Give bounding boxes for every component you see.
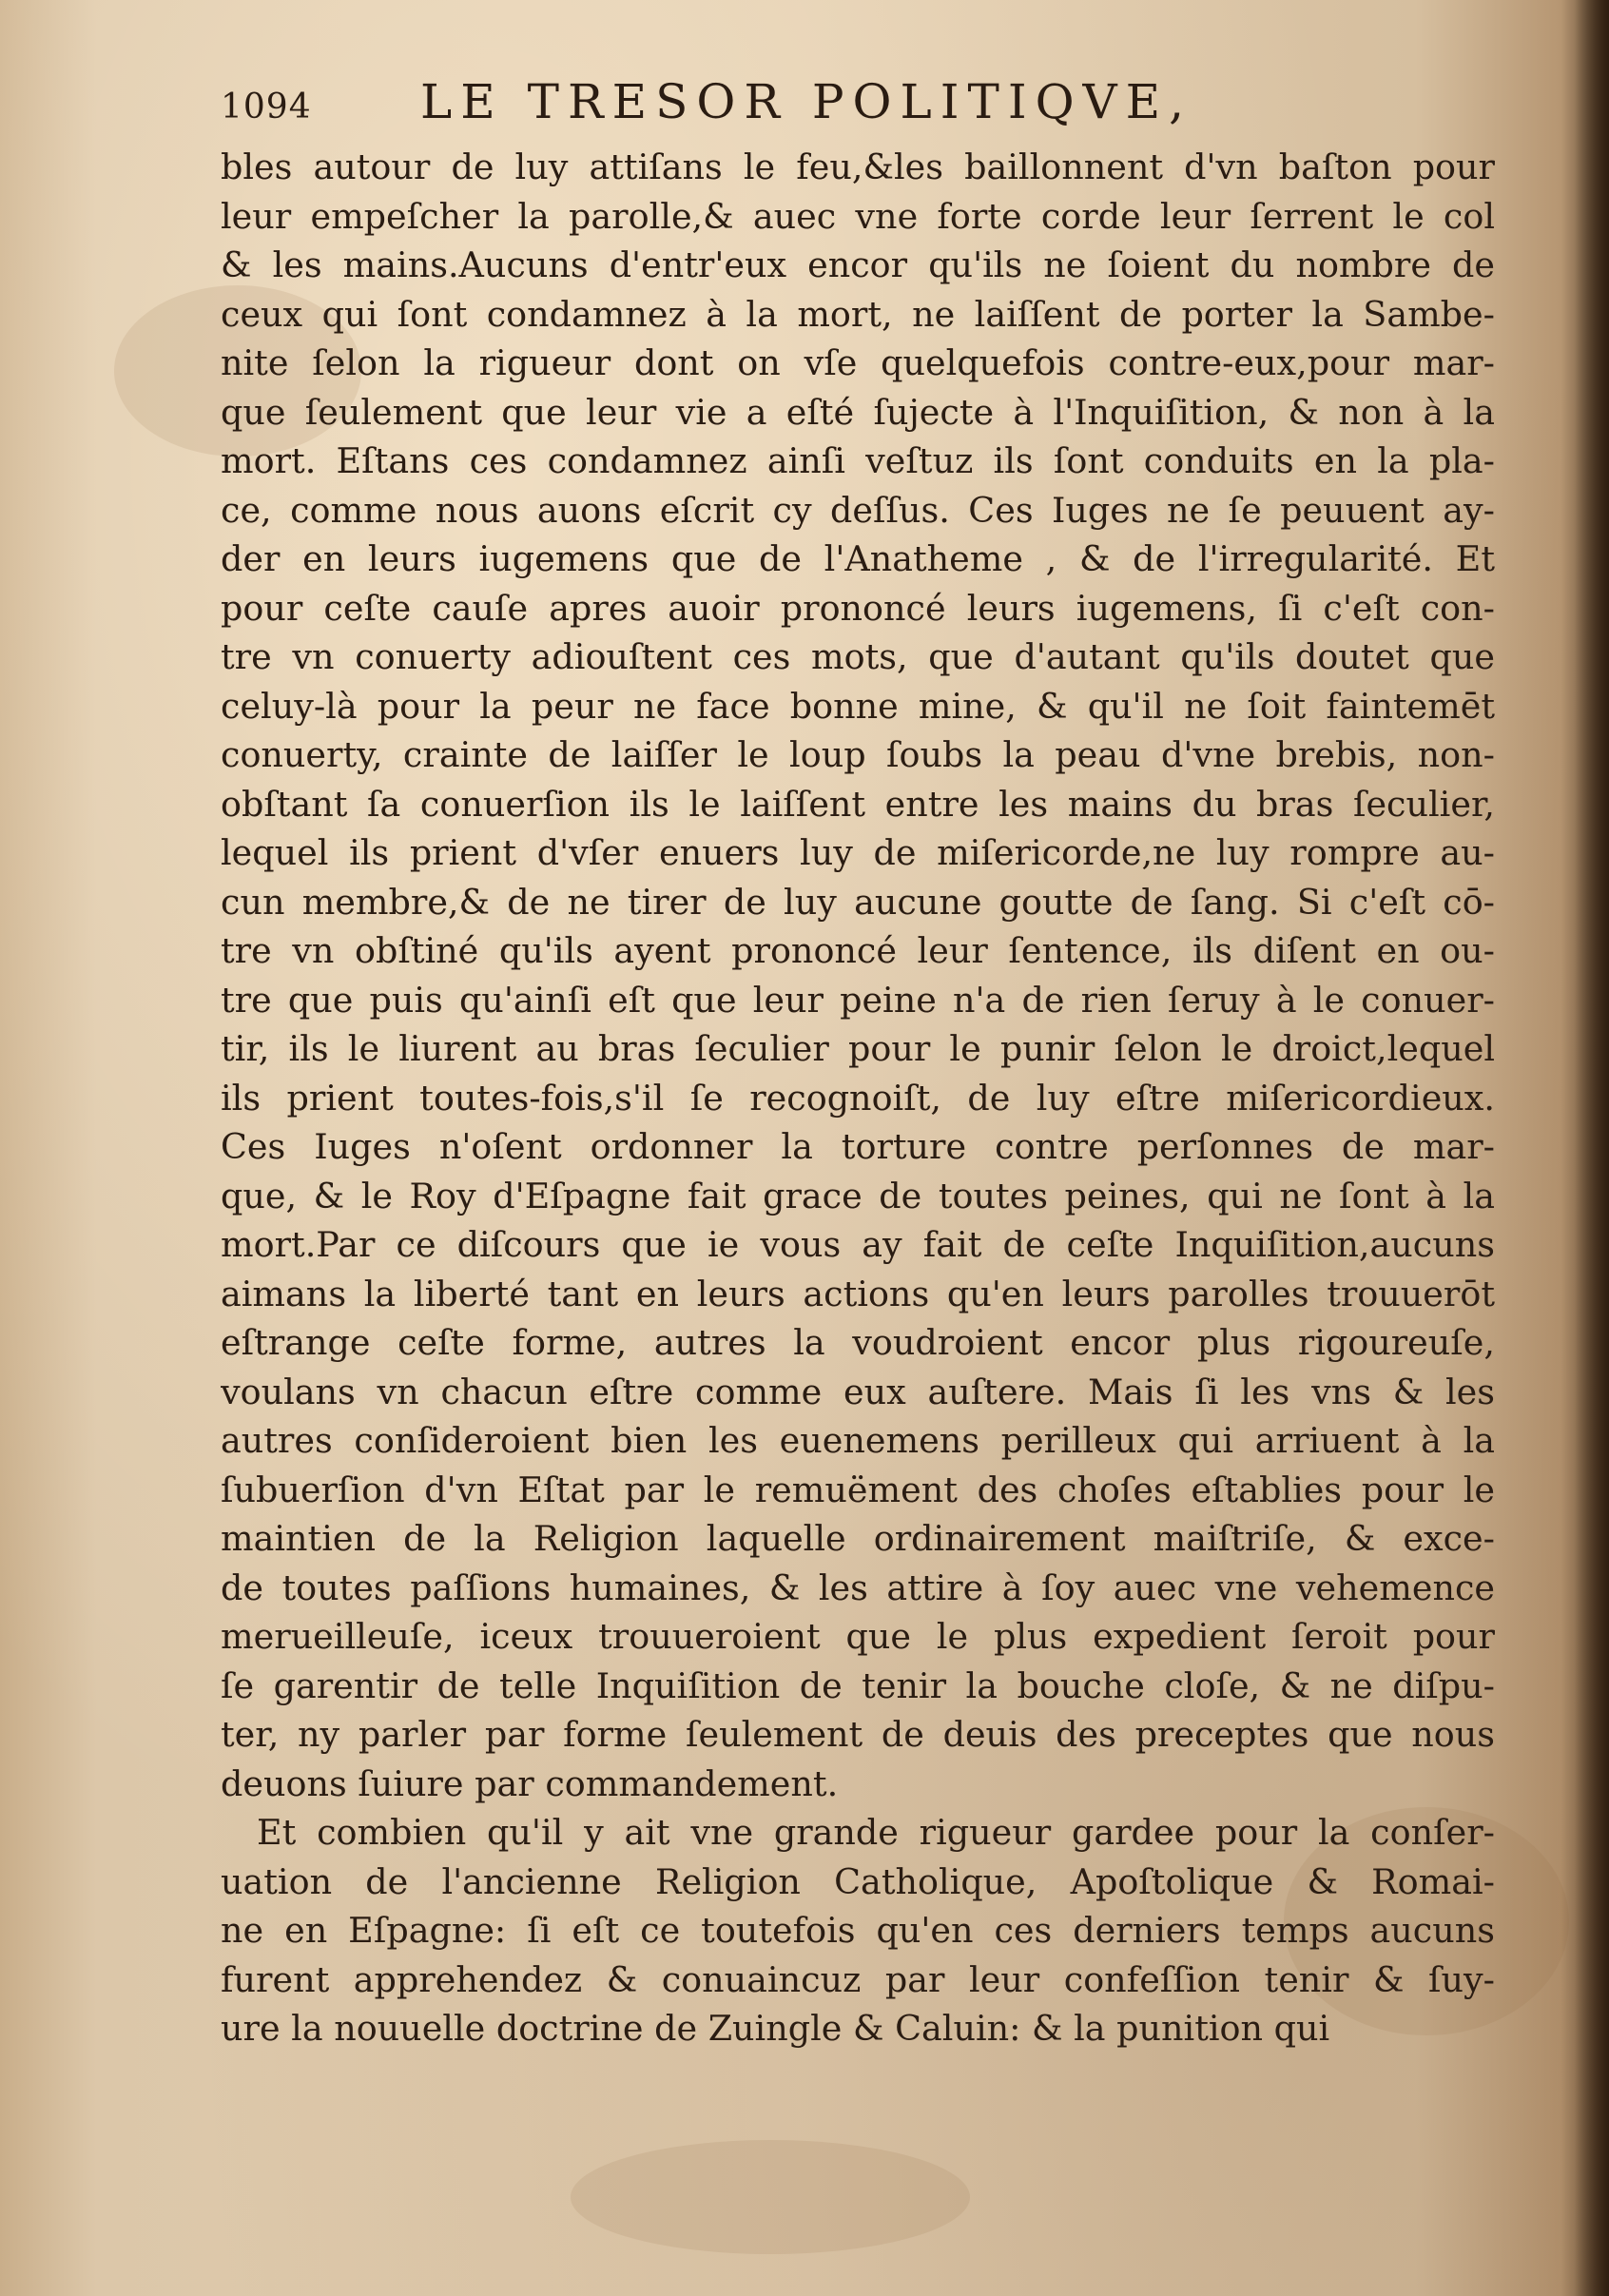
text-line: ure la nouuelle doctrine de Zuingle & Caluin: & la punition qui <box>221 2008 1330 2049</box>
page-number: 1094 <box>221 88 312 126</box>
paragraph <box>221 143 1495 1808</box>
text-line: maintien de la Religion laquelle ordinairement maiſtriſe, & exce- <box>221 1518 1495 1559</box>
text-line: obſtant ſa conuerſion ils le laiſſent entre les mains du bras ſeculier, <box>221 783 1495 825</box>
text-line: tir, ils le liurent au bras ſeculier pour le punir ſelon le droict,lequel <box>221 1028 1495 1069</box>
text-line: tre que puis qu'ainſi eſt que leur peine n'a de rien ſeruy à le conuer- <box>221 979 1495 1021</box>
text-line: Ces Iuges n'oſent ordonner la torture contre perſonnes de mar- <box>221 1126 1495 1167</box>
text-line: conuerty, crainte de laiſſer le loup ſoubs la peau d'vne brebis, non- <box>221 734 1495 775</box>
body-text <box>221 143 1495 2053</box>
text-line: ter, ny parler par forme ſeulement de deuis des preceptes que nous <box>221 1714 1495 1755</box>
text-line: leur empeſcher la parolle,& auec vne forte corde leur ſerrent le col <box>221 195 1495 237</box>
text-line: de toutes paſſions humaines, & les attire à ſoy auec vne vehemence <box>221 1566 1495 1608</box>
text-line: pour ceſte cauſe apres auoir prononcé leurs iugemens, ſi c'eſt con- <box>221 587 1495 629</box>
text-line: tre vn obſtiné qu'ils ayent prononcé leur ſentence, ils diſent en ou- <box>221 930 1495 971</box>
text-line: ceux qui ſont condamnez à la mort, ne laiſſent de porter la Sambe- <box>221 293 1495 335</box>
text-line: ſubuerſion d'vn Eſtat par le remuëment des choſes eſtablies pour le <box>221 1469 1495 1510</box>
running-head <box>221 74 1495 137</box>
text-line: tre vn conuerty adiouſtent ces mots, que d'autant qu'ils doutet que <box>221 636 1495 677</box>
running-title: LE TRESOR POLITIQVE, <box>420 74 1193 129</box>
text-line: merueilleuſe, iceux trouueroient que le plus expedient ſeroit pour <box>221 1616 1495 1657</box>
text-line: & les mains.Aucuns d'entr'eux encor qu'ils ne ſoient du nombre de <box>221 244 1495 285</box>
text-line: lequel ils prient d'vſer enuers luy de miſericorde,ne luy rompre au- <box>221 832 1495 873</box>
text-line: ce, comme nous auons eſcrit cy deſſus. Ces Iuges ne ſe peuuent ay- <box>221 489 1495 531</box>
paragraph <box>221 1808 1495 2053</box>
text-line: celuy-là pour la peur ne face bonne mine, & qu'il ne ſoit faintemēt <box>221 685 1495 727</box>
text-line: cun membre,& de ne tirer de luy aucune goutte de ſang. Si c'eſt cō- <box>221 881 1495 923</box>
text-line: voulans vn chacun eſtre comme eux auſtere. Mais ſi les vns & les <box>221 1371 1495 1412</box>
text-line: Et combien qu'il y ait vne grande rigueur gardee pour la conſer- <box>257 1812 1495 1853</box>
text-line: que, & le Roy d'Eſpagne fait grace de toutes peines, qui ne ſont à la <box>221 1175 1495 1216</box>
binding-gutter <box>1575 0 1609 2296</box>
text-line: der en leurs iugemens que de l'Anatheme , & de l'irregularité. Et <box>221 538 1495 579</box>
text-line: deuons ſuiure par commandement. <box>221 1762 839 1804</box>
paper-stain <box>571 2140 970 2254</box>
text-line: que ſeulement que leur vie a eſté ſujecte à l'Inquiſition, & non à la <box>221 391 1495 433</box>
text-line: ils prient toutes-fois,s'il ſe recognoiſt, de luy eſtre miſericordieux. <box>221 1077 1495 1119</box>
text-line: nite ſelon la rigueur dont on vſe quelquefois contre-eux,pour mar- <box>221 342 1495 383</box>
text-line: mort.Par ce diſcours que ie vous ay fait de ceſte Inquiſition,aucuns <box>221 1224 1495 1265</box>
text-line: aimans la liberté tant en leurs actions qu'en leurs parolles trouuerōt <box>221 1273 1495 1314</box>
text-line: ſe garentir de telle Inquiſition de tenir la bouche cloſe, & ne diſpu- <box>221 1664 1495 1706</box>
book-page <box>221 74 1495 2053</box>
text-line: ne en Eſpagne: ſi eſt ce toutefois qu'en ces derniers temps aucuns <box>221 1910 1495 1951</box>
text-line: uation de l'ancienne Religion Catholique, Apoſtolique & Romai- <box>221 1860 1495 1902</box>
text-line: mort. Eſtans ces condamnez ainſi veſtuz ils ſont conduits en la pla- <box>221 440 1495 481</box>
text-line: furent apprehendez & conuaincuz par leur confeſſion tenir & ſuy- <box>221 1958 1495 2000</box>
text-line: eſtrange ceſte forme, autres la voudroient encor plus rigoureuſe, <box>221 1322 1495 1363</box>
text-line: bles autour de luy attiſans le feu,&les baillonnent d'vn baſton pour <box>221 146 1495 187</box>
text-line: autres conſideroient bien les euenemens perilleux qui arriuent à la <box>221 1420 1495 1461</box>
